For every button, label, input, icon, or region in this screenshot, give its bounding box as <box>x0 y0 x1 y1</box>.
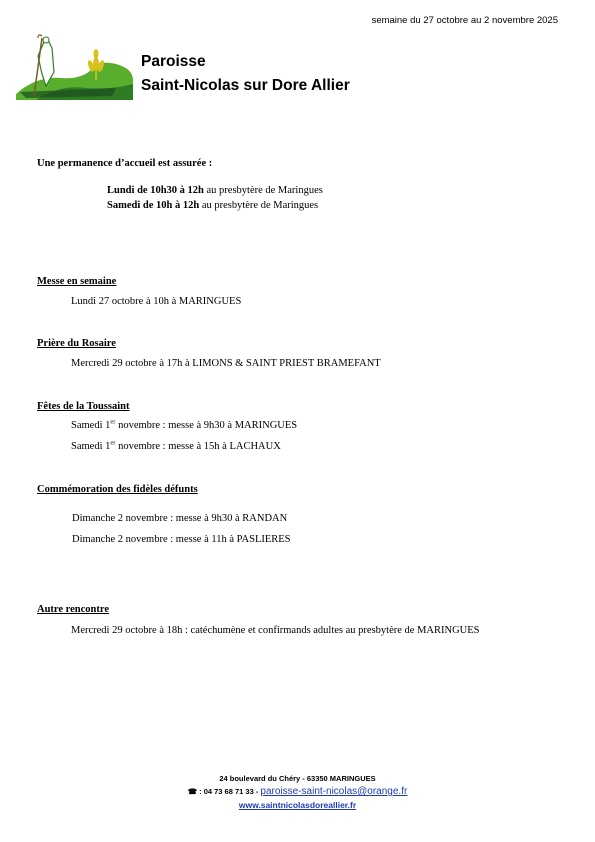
toussaint-line-2 <box>71 441 281 452</box>
section-title-messe-semaine: Messe en semaine <box>37 276 117 287</box>
toussaint-line-2-day: Samedi 1 <box>71 441 111 452</box>
accueil-line-1 <box>107 185 323 196</box>
phone-icon: ☎ <box>187 787 198 796</box>
rosaire-line-1: Mercredi 29 octobre à 17h à LIMONS & SAINT PRIEST BRAMEFANT <box>71 358 381 369</box>
accueil-line-2-time: Samedi de 10h à 12h <box>107 200 200 211</box>
defunts-line-1: Dimanche 2 novembre : messe à 9h30 à RANDAN <box>72 513 288 524</box>
toussaint-line-1-day: Samedi 1 <box>71 420 111 431</box>
section-title-defunts: Commémoration des fidèles défunts <box>37 484 198 495</box>
rencontre-line-1: Mercredi 29 octobre à 18h : catéchumène et confirmands adultes au presbytère de MARINGUES <box>71 625 480 636</box>
section-title-rencontre: Autre rencontre <box>37 604 110 615</box>
toussaint-line-1-sup: er <box>110 418 116 426</box>
defunts-line-2: Dimanche 2 novembre : messe à 11h à PASLIERES <box>72 534 291 545</box>
website-link[interactable]: www.saintnicolasdoreallier.fr <box>238 800 357 810</box>
section-title-toussaint: Fêtes de la Toussaint <box>37 401 130 412</box>
footer-address: 24 boulevard du Chéry - 63350 MARINGUES <box>219 774 376 783</box>
toussaint-line-2-detail: novembre : messe à 15h à LACHAUX <box>115 441 281 452</box>
email-link[interactable]: paroisse-saint-nicolas@orange.fr <box>260 786 408 797</box>
toussaint-line-1-detail: novembre : messe à 9h30 à MARINGUES <box>115 420 298 431</box>
accueil-line-2 <box>107 200 318 211</box>
footer-phone: : 04 73 68 71 33 - <box>197 787 261 796</box>
parish-logo <box>16 34 134 100</box>
week-label: semaine du 27 octobre au 2 novembre 2025 <box>371 15 558 26</box>
messe-semaine-line-1: Lundi 27 octobre à 10h à MARINGUES <box>71 296 242 307</box>
parish-subtitle: Saint-Nicolas sur Dore Allier <box>141 77 350 94</box>
accueil-line-2-place: au presbytère de Maringues <box>199 200 319 211</box>
parish-title: Paroisse <box>141 53 206 70</box>
toussaint-line-1 <box>71 420 297 431</box>
toussaint-line-2-sup: er <box>110 439 116 447</box>
accueil-intro: Une permanence d’accueil est assurée : <box>37 158 213 169</box>
section-title-rosaire: Prière du Rosaire <box>37 338 116 349</box>
accueil-line-1-place: au presbytère de Maringues <box>203 185 323 196</box>
accueil-line-1-time: Lundi de 10h30 à 12h <box>107 185 204 196</box>
footer-contact <box>0 786 595 797</box>
